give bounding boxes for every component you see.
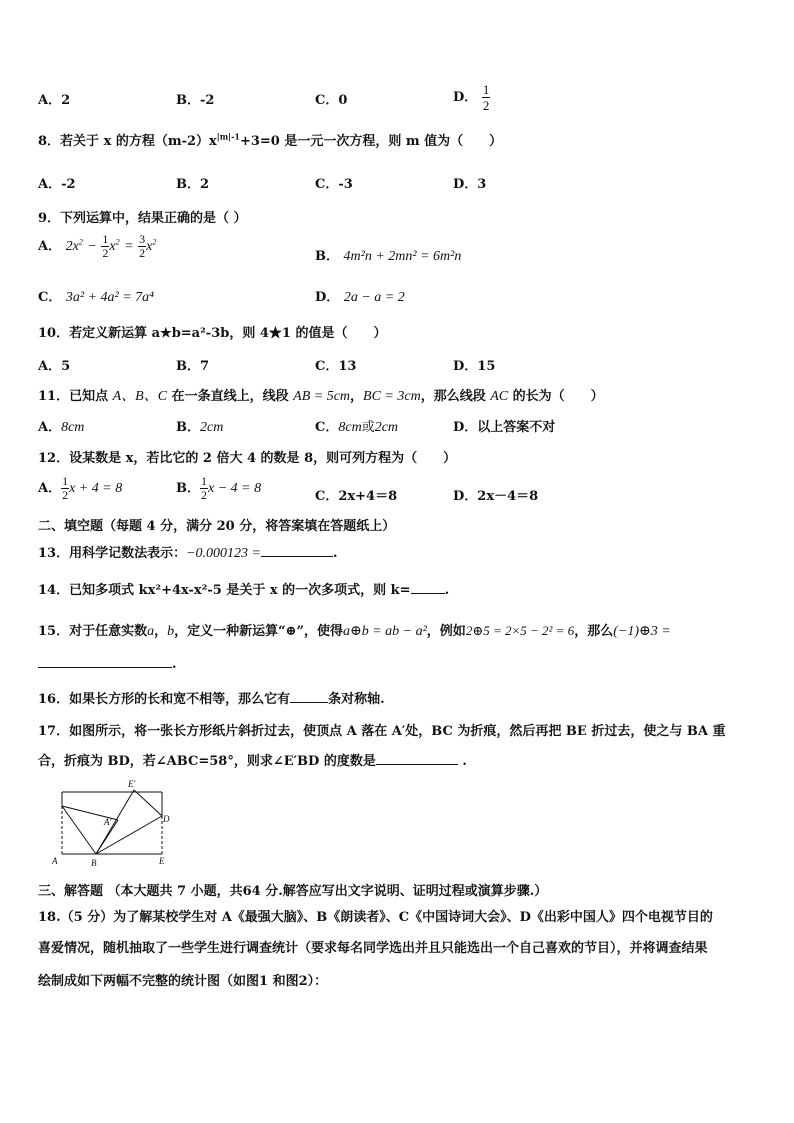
q11-bc: BC = 3cm (363, 389, 421, 404)
q10-option-b: B．7 (176, 359, 210, 374)
q8-option-d: D．3 (453, 177, 487, 192)
q11-stem-c: ，那么线段 (420, 389, 491, 404)
q12-stem: 12．设某数是 x，若比它的 2 倍大 4 的数是 8，则可列方程为（ ） (38, 451, 457, 466)
section-fill-in-heading: 二、填空题（每题 4 分，满分 20 分，将答案填在答题纸上） (38, 519, 396, 534)
q9-a-equals: = (124, 239, 134, 254)
q8-option-c: C．-3 (315, 177, 353, 192)
q15-answer-line: . (38, 655, 177, 672)
q18-line3: 绘制成如下两幅不完整的统计图（如图1 和图2）： (38, 974, 328, 989)
figure-segment-e1-d (134, 790, 162, 816)
q12-option-b: B． $\frac{1}{2}$ x − 4 = 8 (176, 474, 262, 502)
q9-a-term1: $2x^2$ (65, 237, 83, 254)
q16-stem: 16．如果长方形的长和宽不相等，那么它有 条对称轴. (38, 692, 385, 707)
q11-option-c: C．8cm或2cm (315, 420, 399, 435)
figure-label-a-prime: A′ (104, 817, 112, 827)
q9-option-d-expression: 2a − a = 2 (343, 290, 405, 305)
q9-option-c (38, 286, 154, 306)
q11-stem-a: 11．已知点 (38, 389, 113, 404)
q8-option-b: B．2 (176, 177, 210, 192)
q7-option-d (453, 82, 490, 113)
q15-stem: 15．对于任意实数a，b，定义一种新运算“⊕”，使得a⊕b = ab − a²，例如2⊕5 = 2×5 − 2² = 6，那么(−1)⊕3 = (38, 623, 671, 639)
q10-option-d: D．15 (453, 359, 496, 374)
q8-exponent: |m|-1 (216, 131, 240, 142)
q11-ab: AB = 5cm (293, 389, 351, 404)
q7-option-c: C．0 (315, 93, 348, 108)
q9-stem: 9．下列运算中，结果正确的是（ ） (38, 211, 247, 226)
q11-stem (38, 385, 604, 405)
q7-option-d-letter: D． (453, 90, 478, 105)
q9-option-b (315, 245, 461, 265)
figure-segment-b-e1 (96, 790, 134, 854)
q9-a-term2: $x^2$ (109, 237, 120, 254)
q11-option-b: B．2cm (176, 420, 224, 435)
q9-a-fraction2: $\frac{3}{2}$ (139, 232, 146, 260)
figure-label-b: B (91, 858, 97, 868)
q10-stem: 10．若定义新运算 a★b=a²-3b，则 4★1 的值是（ ） (38, 326, 387, 341)
q17-line1: 17．如图所示，将一张长方形纸片斜折过去，使顶点 A 落在 A′处，BC 为折痕，然后再把 BE 折过去，使之与 BA 重 (38, 724, 726, 739)
q7-option-d-fraction (482, 82, 491, 113)
q9-option-b-expression: 4m²n + 2mn² = 6m²n (343, 249, 462, 264)
q11-stem-b: 在一条直线上，线段 (167, 389, 294, 404)
q10-option-a: A．5 (38, 359, 71, 374)
q17-line2: 合，折痕为 BD，若∠ABC=58°，则求∠E′BD 的度数是 . (38, 754, 467, 769)
q13-answer-blank[interactable] (261, 544, 333, 557)
q11-ac: AC (490, 389, 509, 404)
figure-label-e: E (159, 856, 165, 866)
q9-option-d (315, 286, 405, 306)
figure-label-e-prime: E′ (128, 779, 136, 789)
q7-option-b: B．-2 (176, 93, 215, 108)
q17-answer-blank[interactable] (376, 752, 458, 765)
q9-a-fraction1: $\frac{1}{2}$ (102, 232, 109, 260)
q9-a-term3: $x^2$ (146, 237, 157, 254)
q9-option-a (38, 233, 156, 260)
q12-option-d: D．2x－4＝8 (453, 489, 539, 504)
q9-a-minus: − (87, 239, 97, 254)
figure-label-d: D (163, 814, 170, 824)
q18-line2: 喜爱情况，随机抽取了一些学生进行调查统计（要求每名同学选出并且只能选出一个自己喜欢的节目），并将调查结果 (38, 941, 708, 956)
q17-fold-figure (48, 778, 178, 868)
q9-option-c-letter: C． (38, 290, 62, 305)
q7-option-a: A．2 (38, 93, 71, 108)
q12-option-a: A． $\frac{1}{2}$ x + 4 = 8 (38, 474, 123, 502)
q16-answer-blank[interactable] (290, 690, 328, 703)
q9-option-c-expression: 3a² + 4a² = 7a⁴ (65, 290, 155, 305)
q8-option-a: A．-2 (38, 177, 76, 192)
q14-answer-blank[interactable] (411, 581, 445, 594)
q11-sep: ， (350, 389, 364, 404)
q12-option-c: C．2x+4＝8 (315, 489, 398, 504)
q12-a-fraction: $\frac{1}{2}$ (62, 474, 69, 502)
q11-stem-d: 的长为（ ） (508, 389, 604, 404)
q9-option-b-letter: B． (315, 249, 339, 264)
q13-stem: 13．用科学记数法表示：−0.000123 = . (38, 546, 338, 561)
q10-option-c: C．13 (315, 359, 357, 374)
q11-option-d: D．以上答案不对 (453, 420, 556, 435)
q9-option-d-letter: D． (315, 290, 340, 305)
q8-stem-b: +3=0 是一元一次方程，则 m 值为（ ） (239, 134, 503, 149)
q9-option-a-letter: A． (38, 239, 62, 254)
q12-b-fraction: $\frac{1}{2}$ (201, 474, 207, 502)
fraction-numerator: 1 (482, 82, 490, 97)
q15-answer-blank[interactable] (38, 655, 172, 668)
q18-line1: 18.（5 分）为了解某校学生对 A《最强大脑》、B《朗读者》、C《中国诗词大会》、D《出彩中国人》四个电视节目的 (38, 910, 713, 925)
q14-stem: 14．已知多项式 kx²+4x-x²-5 是关于 x 的一次多项式，则 k= . (38, 583, 450, 598)
section-solution-heading: 三、解答题 （本大题共 7 小题，共64 分.解答应写出文字说明、证明过程或演算步骤.） (38, 884, 548, 899)
q11-points: A、B、C (112, 389, 168, 404)
figure-label-a: A (52, 856, 58, 866)
fraction-denominator: 2 (482, 98, 490, 113)
q11-option-a: A．8cm (38, 420, 85, 435)
q8-stem-a: 8．若关于 x 的方程（m-2）x (38, 134, 217, 149)
q8-stem (38, 130, 502, 149)
